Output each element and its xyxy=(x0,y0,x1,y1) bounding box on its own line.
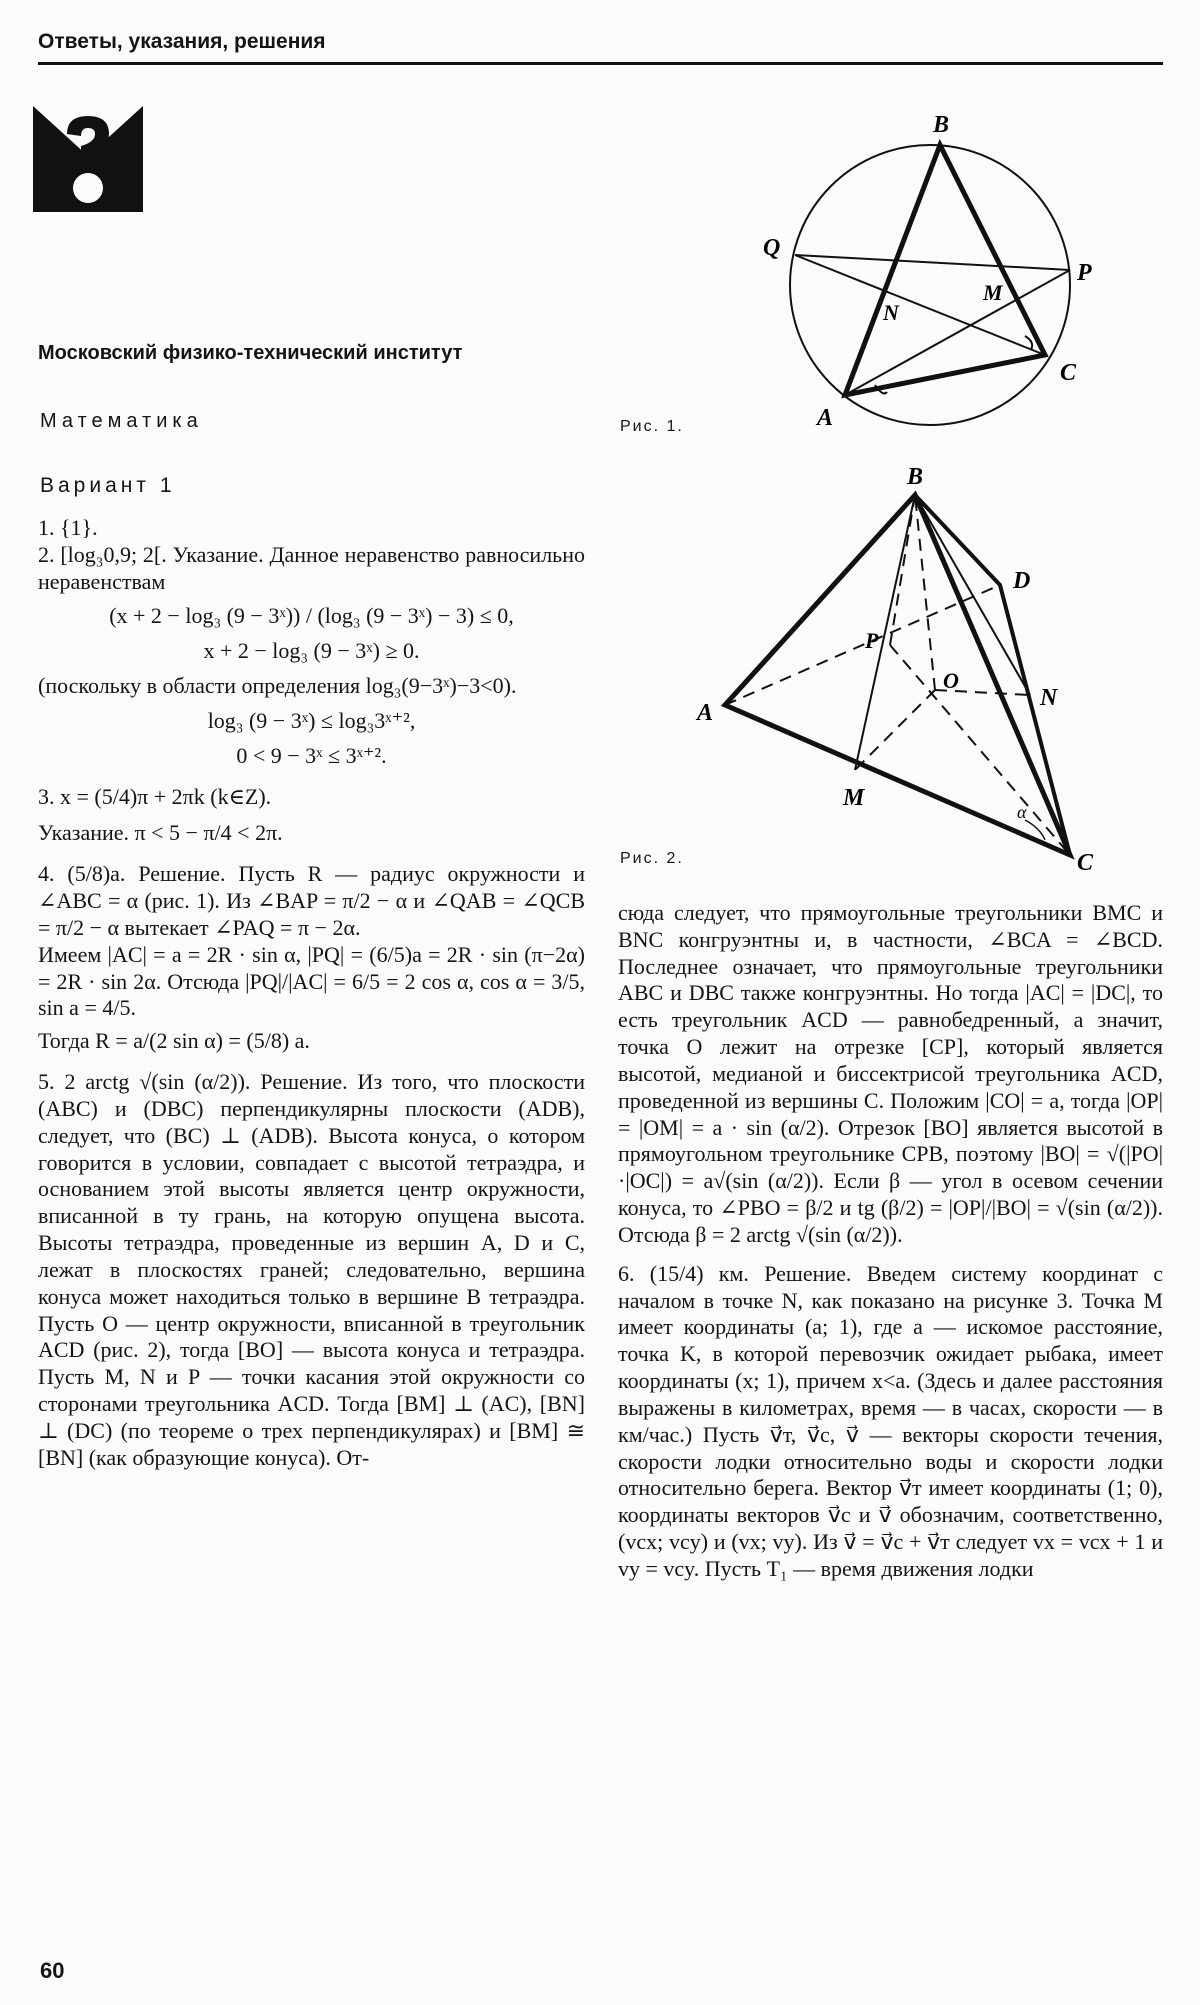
fig1-label-m: M xyxy=(983,280,1003,305)
fig2-label-b: B xyxy=(907,464,924,490)
fig2-label-o: O xyxy=(943,668,959,693)
fig1-label-c: C xyxy=(1060,360,1077,386)
math-inequality-2: x + 2 − log₃ (9 − 3ˣ) ≥ 0. xyxy=(203,638,420,664)
fig1-label-q: Q xyxy=(763,235,781,261)
left-column xyxy=(38,515,585,1472)
answer-2: 2. [log₃0,9; 2[. Указание. Данное неравенство равносильно неравенствам xyxy=(38,541,585,594)
fig2-label-n: N xyxy=(1040,685,1058,711)
right-column xyxy=(618,900,1163,1583)
fig2-label-d: D xyxy=(1013,568,1031,594)
page-number: 60 xyxy=(40,1958,65,1983)
hint-3: Указание. π < 5 − π/4 < 2π. xyxy=(38,820,283,846)
math-inequality-4: 0 < 9 − 3ˣ ≤ 3ˣ⁺². xyxy=(236,742,387,768)
figure-2-caption: Рис. 2. xyxy=(620,850,684,867)
answer-6: 6. (15/4) км. Решение. Введем систему координат с началом в точке N, как показано на рисунке 3. Точка M имеет координаты (a; 1), где a — искомое расстояние, точка K, в которой перевозчик ожидает рыбака, имеет координаты (x; 1), причем x<a. (Здесь и далее расстояния выражены в километрах, время — в часах, скорости — в км/час.) Пусть v⃗т, v⃗с, v⃗ — векторы скорости течения, скорости лодки относительно воды и скорости лодки относительно берега. Вектор v⃗т имеет координаты (1; 0), координаты векторов v⃗с и v⃗ обозначим, соответственно, (vcx; vcy) и (vx; vy). Из v⃗ = v⃗с + v⃗т следует vx = vcx + 1 и vy = vcy. Пусть T₁ — время движения лодки xyxy=(618,1260,1163,1581)
variant-heading: Вариант 1 xyxy=(40,474,176,497)
answer-1: 1. {1}. xyxy=(38,515,98,540)
subject-heading: Математика xyxy=(40,410,203,432)
answer-5: 5. 2 arctg √(sin (α/2)). Решение. Из того, что плоскости (ABC) и (DBC) перпендикулярны плоскости (ADB), следует, что (BC) ⊥ (ADB). Высота конуса, о котором говорится в условии, совпадает с высотой тетраэдра, и основанием этой высоты является центр окружности, вписанной в ту грань, на которую опущена высота. Высоты тетраэдра, проведенные из вершин A, D и C, лежат в плоскостях граней; следовательно, вершина конуса может находиться только в вершине B тетраэдра. Пусть O — центр окружности, вписанной в треугольник ACD (рис. 2), тогда [BO] — высота конуса и тетраэдра. Пусть M, N и P — точки касания этой окружности со сторонами треугольника ACD. Тогда [BM] ⊥ (AC), [BN] ⊥ (DC) (по теореме о трех перпендикулярах) и [BM] ≅ [BN] (как образующие конуса). От- xyxy=(38,1069,585,1470)
math-inequality-1: (x + 2 − log₃ (9 − 3ˣ)) / (log₃ (9 − 3ˣ) − 3) ≤ 0, xyxy=(109,603,514,629)
solution-4-result: Тогда R = a/(2 sin α) = (5/8) a. xyxy=(38,1028,310,1054)
fig1-label-b: B xyxy=(933,112,950,138)
figure-2 xyxy=(695,460,1125,885)
figure-1-caption: Рис. 1. xyxy=(620,418,684,435)
answer-3: 3. x = (5/4)π + 2πk (k∈Z). xyxy=(38,783,272,809)
math-inequality-3: log₃ (9 − 3ˣ) ≤ log₃3ˣ⁺², xyxy=(207,707,416,733)
solution-5-continued: сюда следует, что прямоугольные треугольники BMC и BNC конгруэнтны и, в частности, ∠BCA = ∠BCD. Последнее означает, что прямоугольные треугольники ABC и DBC также конгруэнтны. Но тогда |AC| = |DC|, то есть треугольник ACD — равнобедренный, а значит, точка O лежит на отрезке [CP], который является высотой, медианой и биссектрисой треугольника ACD, проведенной из вершины C. Положим |CO| = a, тогда |OP| = |OM| = a · sin (α/2). Отрезок [BO] является высотой в прямоугольном треугольнике CPB, поэтому |BO| = √(|PO|·|OC|) = a√(sin (α/2)). Если β — угол в осевом сечении конуса, то ∠PBO = β/2 и tg (β/2) = |OP|/|BO| = √(sin (α/2)). Отсюда β = 2 arctg √(sin (α/2)). xyxy=(618,900,1163,1247)
fig1-label-a: A xyxy=(817,405,834,430)
fig2-label-alpha: α xyxy=(1017,802,1027,822)
solution-4-computation: Имеем |AC| = a = 2R · sin α, |PQ| = (6/5)a = 2R · sin (π−2α) = 2R · sin 2α. Отсюда |PQ|/|AC| = 6/5 = 2 cos α, cos α = 3/5, sin a = 4/5. xyxy=(38,941,585,1021)
fig2-label-m: M xyxy=(843,785,865,811)
running-header: Ответы, указания, решения xyxy=(38,30,326,53)
fig2-label-p: P xyxy=(865,628,879,653)
question-logo-icon xyxy=(33,106,143,217)
domain-note: (поскольку в области определения log₃(9−3ˣ)−3<0). xyxy=(38,673,517,699)
header-rule xyxy=(38,62,1163,65)
fig1-label-n: N xyxy=(883,300,899,325)
fig2-label-c: C xyxy=(1077,850,1094,876)
fig2-label-a: A xyxy=(697,700,714,726)
answer-4: 4. (5/8)a. Решение. Пусть R — радиус окружности и ∠ABC = α (рис. 1). Из ∠BAP = π/2 − α и ∠QAB = ∠QCB = π/2 − α вытекает ∠PAQ = π − 2α. xyxy=(38,861,585,940)
figure-1 xyxy=(755,110,1115,435)
fig1-label-p: P xyxy=(1077,260,1092,286)
institute-heading: Московский физико-технический институт xyxy=(38,342,463,364)
